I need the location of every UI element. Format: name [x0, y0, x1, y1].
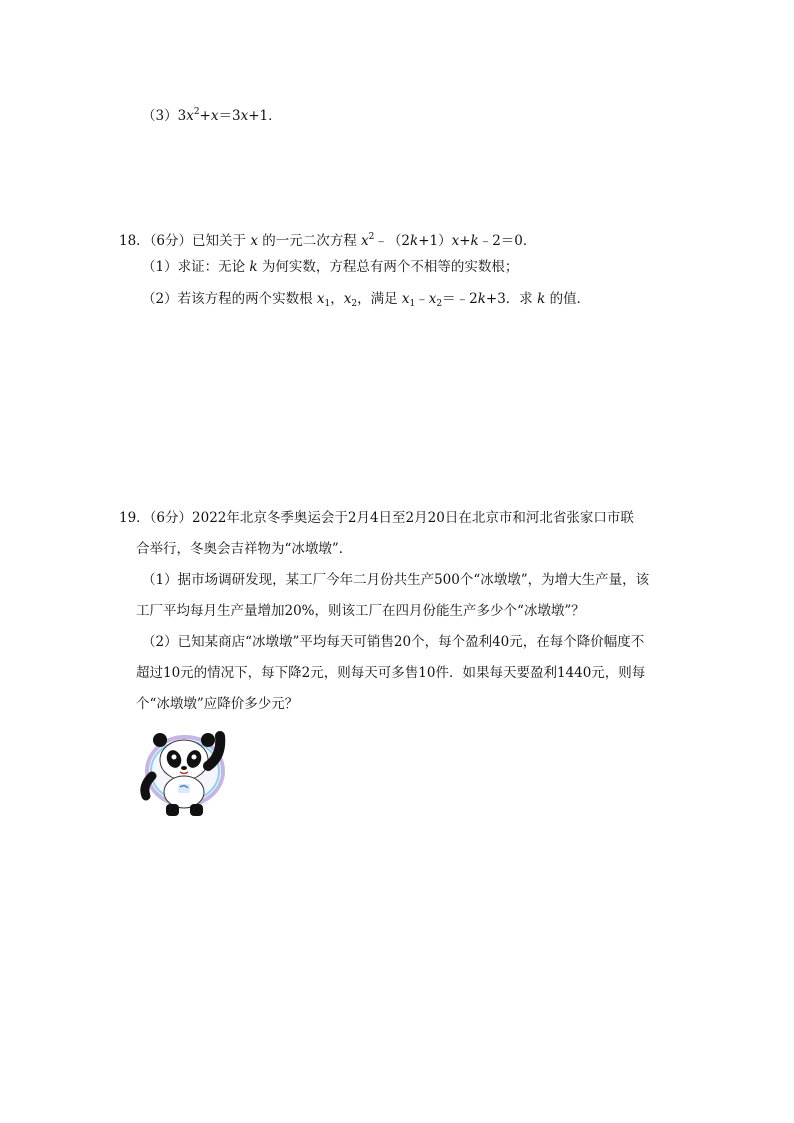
part-label: （2） [142, 291, 178, 307]
question-score: （6分） [149, 233, 193, 249]
q19-part1-line1: （1）据市场调研发现，某工厂今年二月份共生产500个“冰墩墩”，为增大生产量，该 [142, 572, 650, 588]
q19-stem-line1: 19．（6分）2022年北京冬季奥运会于2月4日至2月20日在北京市和河北省张家口市联 [119, 510, 634, 526]
q19-part1-line2: 工厂平均每月生产量增加20%，则该工厂在四月份能生产多少个“冰墩墩”？ [136, 603, 585, 619]
q18-stem: 18．（6分）已知关于 x 的一元二次方程 $x^2﹣(2k+1)x+k﹣2=0$． [119, 232, 537, 249]
part-label: （1） [142, 259, 178, 275]
bing-dwen-dwen-mascot-image [130, 726, 240, 821]
q18-part1: （1）求证：无论 k 为何实数，方程总有两个不相等的实数根； [142, 259, 519, 275]
q17-part3: $(3)3x^2+x=3x+1$． [142, 107, 282, 124]
question-number: 18． [119, 233, 150, 249]
q19-part2-line3: 个“冰墩墩”应降价多少元？ [136, 696, 299, 712]
q18-part2: （2）若该方程的两个实数根 $x_1$，$x_2$，满足 $x_1﹣x_2=﹣2k+3$．求 k 的值． [142, 291, 591, 309]
part-label: （3） [142, 108, 178, 124]
q19-part2-line2: 超过10元的情况下，每下降2元，则每天可多售10件．如果每天要盈利1440元，则每 [136, 665, 646, 681]
q19-stem-line2: 合举行，冬奥会吉祥物为“冰墩墩”． [136, 541, 353, 557]
q19-part2-line1: （2）已知某商店“冰墩墩”平均每天可销售20个，每个盈利40元，在每个降价幅度不 [142, 634, 645, 650]
